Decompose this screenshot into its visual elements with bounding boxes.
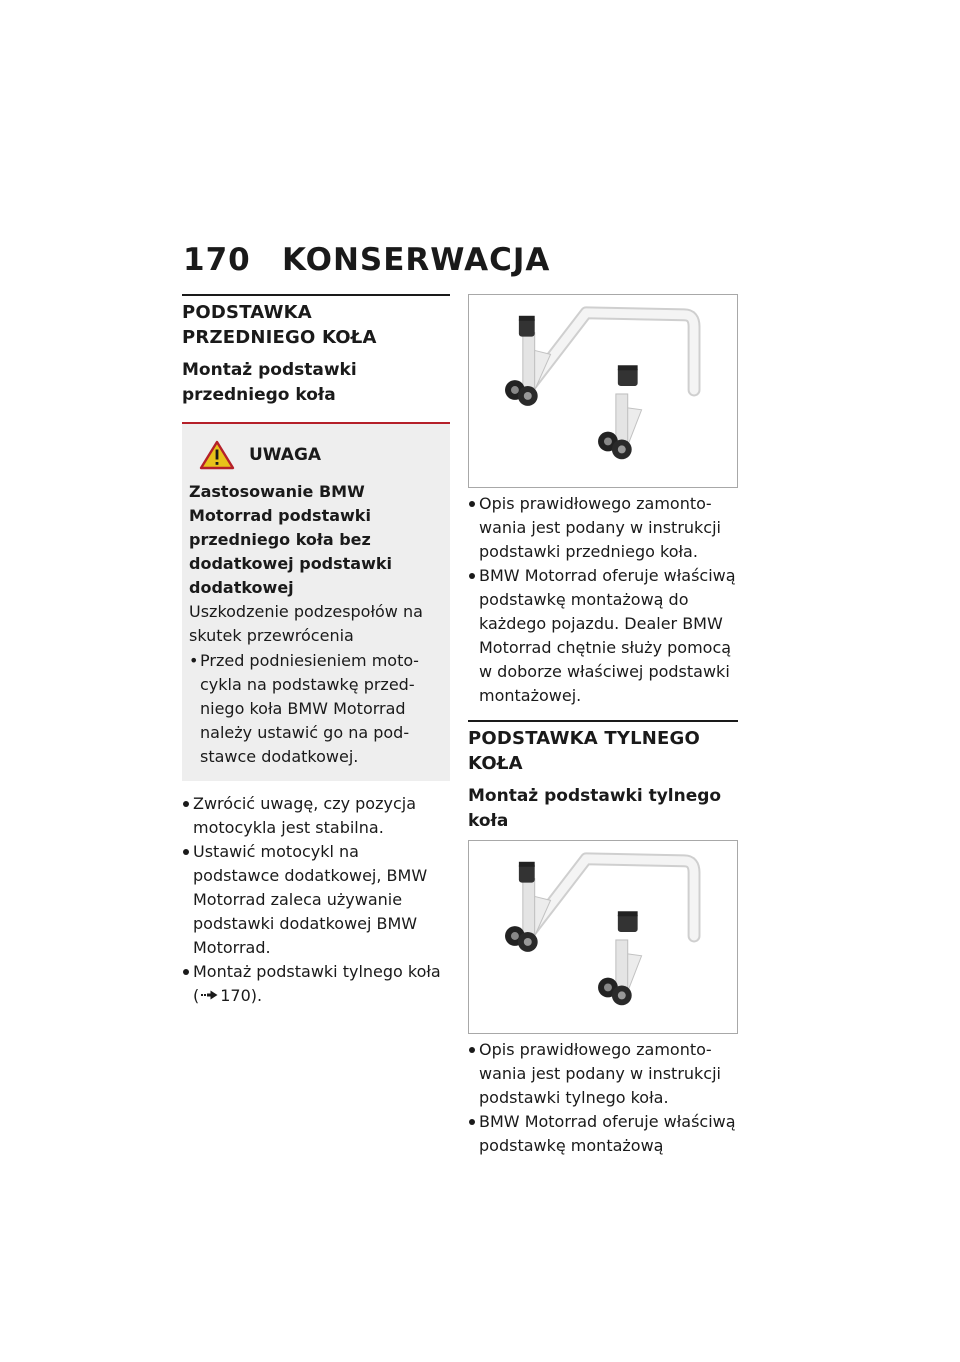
subsection-title-rear-stand: Montaż podstawki tylnego koła xyxy=(468,786,722,831)
warning-box xyxy=(182,422,450,781)
page-reference-link[interactable]: 170 xyxy=(220,986,251,1005)
warning-cause: Zastosowanie BMW Motorrad podstawki przedniego koła bez dodatkowej podstawki dodatkowej xyxy=(189,482,393,597)
warning-triangle-icon xyxy=(199,440,235,470)
procedure-step: Ustawić motocykl na podstawce dodatkowej, BMW Motorrad zaleca używanie podstawki dodatkowej BMW Motorrad. xyxy=(182,840,450,960)
warning-measure-item: • Przed podniesieniem motocykla na podstawkę przedniego koła BMW Motorrad należy ustawić go na podstawce dodatkowej. xyxy=(189,649,443,769)
warning-header xyxy=(189,440,443,470)
procedure-step-close: ). xyxy=(250,986,263,1005)
warning-measures xyxy=(189,649,443,769)
procedure-step-with-reference xyxy=(182,960,450,1008)
procedure-step: Opis prawidłowego zamontowania jest podany w instrukcji podstawki przedniego koła. xyxy=(468,492,738,564)
warning-label: UWAGA xyxy=(249,445,322,465)
section-divider xyxy=(468,720,738,722)
rear-stand-illustration xyxy=(469,841,737,1033)
page-number: 170 xyxy=(183,242,251,278)
section-divider xyxy=(182,294,450,296)
front-stand-figure xyxy=(468,294,738,488)
procedure-list-front-notes xyxy=(468,492,738,708)
left-column xyxy=(182,294,450,1008)
procedure-step: BMW Motorrad oferuje właściwą podstawkę montażową xyxy=(468,1110,738,1158)
procedure-list-rear-notes xyxy=(468,1038,738,1158)
section-title-rear-stand: PODSTAWKA TYLNEGO KOŁA xyxy=(468,728,701,774)
front-stand-illustration xyxy=(469,295,737,487)
subsection-title-front-stand: Montaż podstawki przedniego koła xyxy=(182,360,357,405)
procedure-step-text: Montaż podstawki tylnego koła ( xyxy=(193,962,441,1005)
procedure-step: Opis prawidłowego zamontowania jest podany w instrukcji podstawki tylnego koła. xyxy=(468,1038,738,1110)
procedure-list-front xyxy=(182,792,450,1008)
page-reference-arrow-icon xyxy=(201,990,218,1000)
procedure-step: BMW Motorrad oferuje właściwą podstawkę montażową do każdego pojazdu. Dealer BMW Motorrad chętnie służy pomocą w doborze właściwej podstawki montażowej. xyxy=(468,564,738,708)
right-column xyxy=(468,294,738,1158)
procedure-step: Zwrócić uwagę, czy pozycja motocykla jest stabilna. xyxy=(182,792,450,840)
rear-stand-figure xyxy=(468,840,738,1034)
warning-effect: Uszkodzenie podzespołów na skutek przewrócenia xyxy=(189,602,423,645)
paddock-stand-drawing xyxy=(505,859,694,1005)
paddock-stand-drawing xyxy=(505,313,694,459)
section-title-front-stand: PODSTAWKA PRZEDNIEGO KOŁA xyxy=(182,302,377,348)
chapter-title: KONSERWACJA xyxy=(282,242,551,278)
